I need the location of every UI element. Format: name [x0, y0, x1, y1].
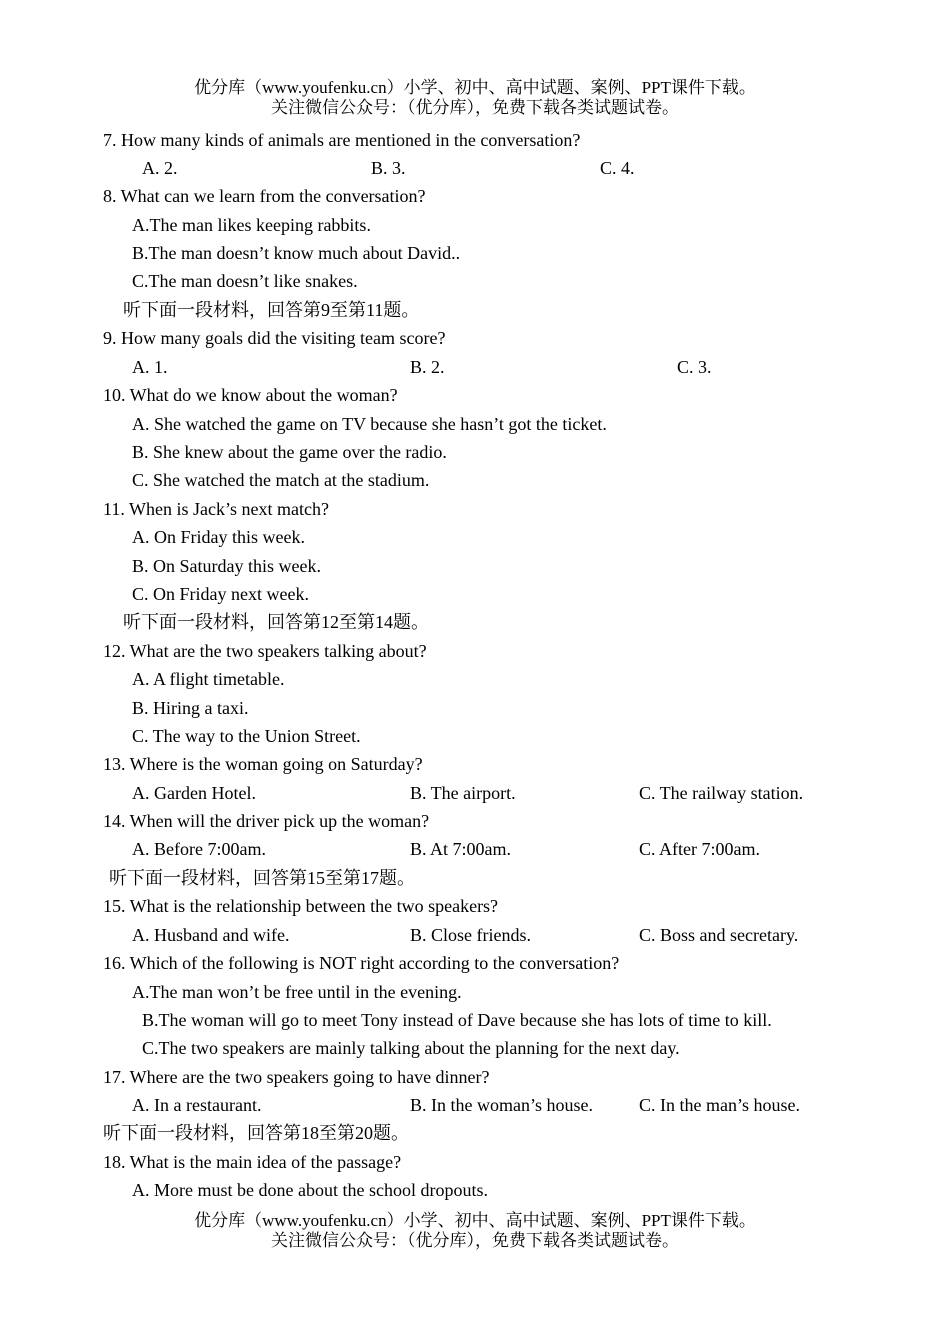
q7-option-c: C. 4. — [600, 158, 635, 178]
section-heading-9-11: 听下面一段材料，回答第9至第11题。 — [123, 300, 420, 320]
question-15: 15. What is the relationship between the two speakers? — [103, 896, 499, 916]
question-10: 10. What do we know about the woman? — [103, 385, 398, 405]
q11-option-b: B. On Saturday this week. — [132, 556, 321, 576]
q12-option-a: A. A flight timetable. — [132, 669, 285, 689]
question-12: 12. What are the two speakers talking about? — [103, 641, 427, 661]
q7-option-b: B. 3. — [371, 158, 406, 178]
question-13: 13. Where is the woman going on Saturday? — [103, 754, 423, 774]
question-8: 8. What can we learn from the conversation? — [103, 186, 426, 206]
q15-option-b: B. Close friends. — [410, 925, 531, 945]
q13-option-a: A. Garden Hotel. — [132, 783, 256, 803]
q8-option-b: B.The man doesn’t know much about David.. — [132, 243, 461, 263]
q16-option-a: A.The man won’t be free until in the evening. — [132, 982, 462, 1002]
q9-option-c: C. 3. — [677, 357, 712, 377]
q18-option-a: A. More must be done about the school dropouts. — [132, 1180, 488, 1200]
question-11: 11. When is Jack’s next match? — [103, 499, 329, 519]
q13-option-b: B. The airport. — [410, 783, 516, 803]
question-15-options — [0, 924, 950, 946]
question-14: 14. When will the driver pick up the woman? — [103, 811, 430, 831]
q14-option-a: A. Before 7:00am. — [132, 839, 266, 859]
q9-option-a: A. 1. — [132, 357, 168, 377]
q12-option-b: B. Hiring a taxi. — [132, 698, 249, 718]
q10-option-c: C. She watched the match at the stadium. — [132, 470, 430, 490]
q8-option-a: A.The man likes keeping rabbits. — [132, 215, 371, 235]
q11-option-c: C. On Friday next week. — [132, 584, 309, 604]
q14-option-b: B. At 7:00am. — [410, 839, 512, 859]
q10-option-a: A. She watched the game on TV because she hasn’t got the ticket. — [132, 414, 607, 434]
section-heading-18-20: 听下面一段材料，回答第18至第20题。 — [103, 1123, 409, 1143]
question-7-options — [0, 157, 950, 179]
question-9-options — [0, 356, 950, 378]
footer-line-1: 优分库（www.youfenku.cn）小学、初中、高中试题、案例、PPT课件下载。 — [194, 1211, 756, 1230]
question-16: 16. Which of the following is NOT right according to the conversation? — [103, 953, 620, 973]
q17-option-b: B. In the woman’s house. — [410, 1095, 593, 1115]
q12-option-c: C. The way to the Union Street. — [132, 726, 361, 746]
section-heading-12-14: 听下面一段材料，回答第12至第14题。 — [123, 612, 429, 632]
q7-option-a: A. 2. — [142, 158, 178, 178]
q16-option-c: C.The two speakers are mainly talking about the planning for the next day. — [142, 1038, 680, 1058]
question-14-options — [0, 838, 950, 860]
q10-option-b: B. She knew about the game over the radio. — [132, 442, 447, 462]
q17-option-a: A. In a restaurant. — [132, 1095, 262, 1115]
question-13-options — [0, 782, 950, 804]
question-17: 17. Where are the two speakers going to have dinner? — [103, 1067, 490, 1087]
q16-option-b: B.The woman will go to meet Tony instead of Dave because she has lots of time to kill. — [142, 1010, 772, 1030]
q14-option-c: C. After 7:00am. — [639, 839, 760, 859]
footer-line-2: 关注微信公众号：（优分库），免费下载各类试题试卷。 — [271, 1231, 679, 1250]
section-heading-15-17: 听下面一段材料，回答第15至第17题。 — [109, 868, 415, 888]
q8-option-c: C.The man doesn’t like snakes. — [132, 271, 358, 291]
q13-option-c: C. The railway station. — [639, 783, 804, 803]
question-17-options — [0, 1094, 950, 1116]
header-line-1: 优分库（www.youfenku.cn）小学、初中、高中试题、案例、PPT课件下载。 — [194, 78, 756, 97]
header-line-2: 关注微信公众号：（优分库），免费下载各类试题试卷。 — [271, 98, 679, 117]
question-7: 7. How many kinds of animals are mentioned in the conversation? — [103, 130, 581, 150]
question-9: 9. How many goals did the visiting team score? — [103, 328, 446, 348]
q17-option-c: C. In the man’s house. — [639, 1095, 800, 1115]
q11-option-a: A. On Friday this week. — [132, 527, 305, 547]
q15-option-c: C. Boss and secretary. — [639, 925, 799, 945]
question-18: 18. What is the main idea of the passage? — [103, 1152, 402, 1172]
q9-option-b: B. 2. — [410, 357, 445, 377]
q15-option-a: A. Husband and wife. — [132, 925, 290, 945]
